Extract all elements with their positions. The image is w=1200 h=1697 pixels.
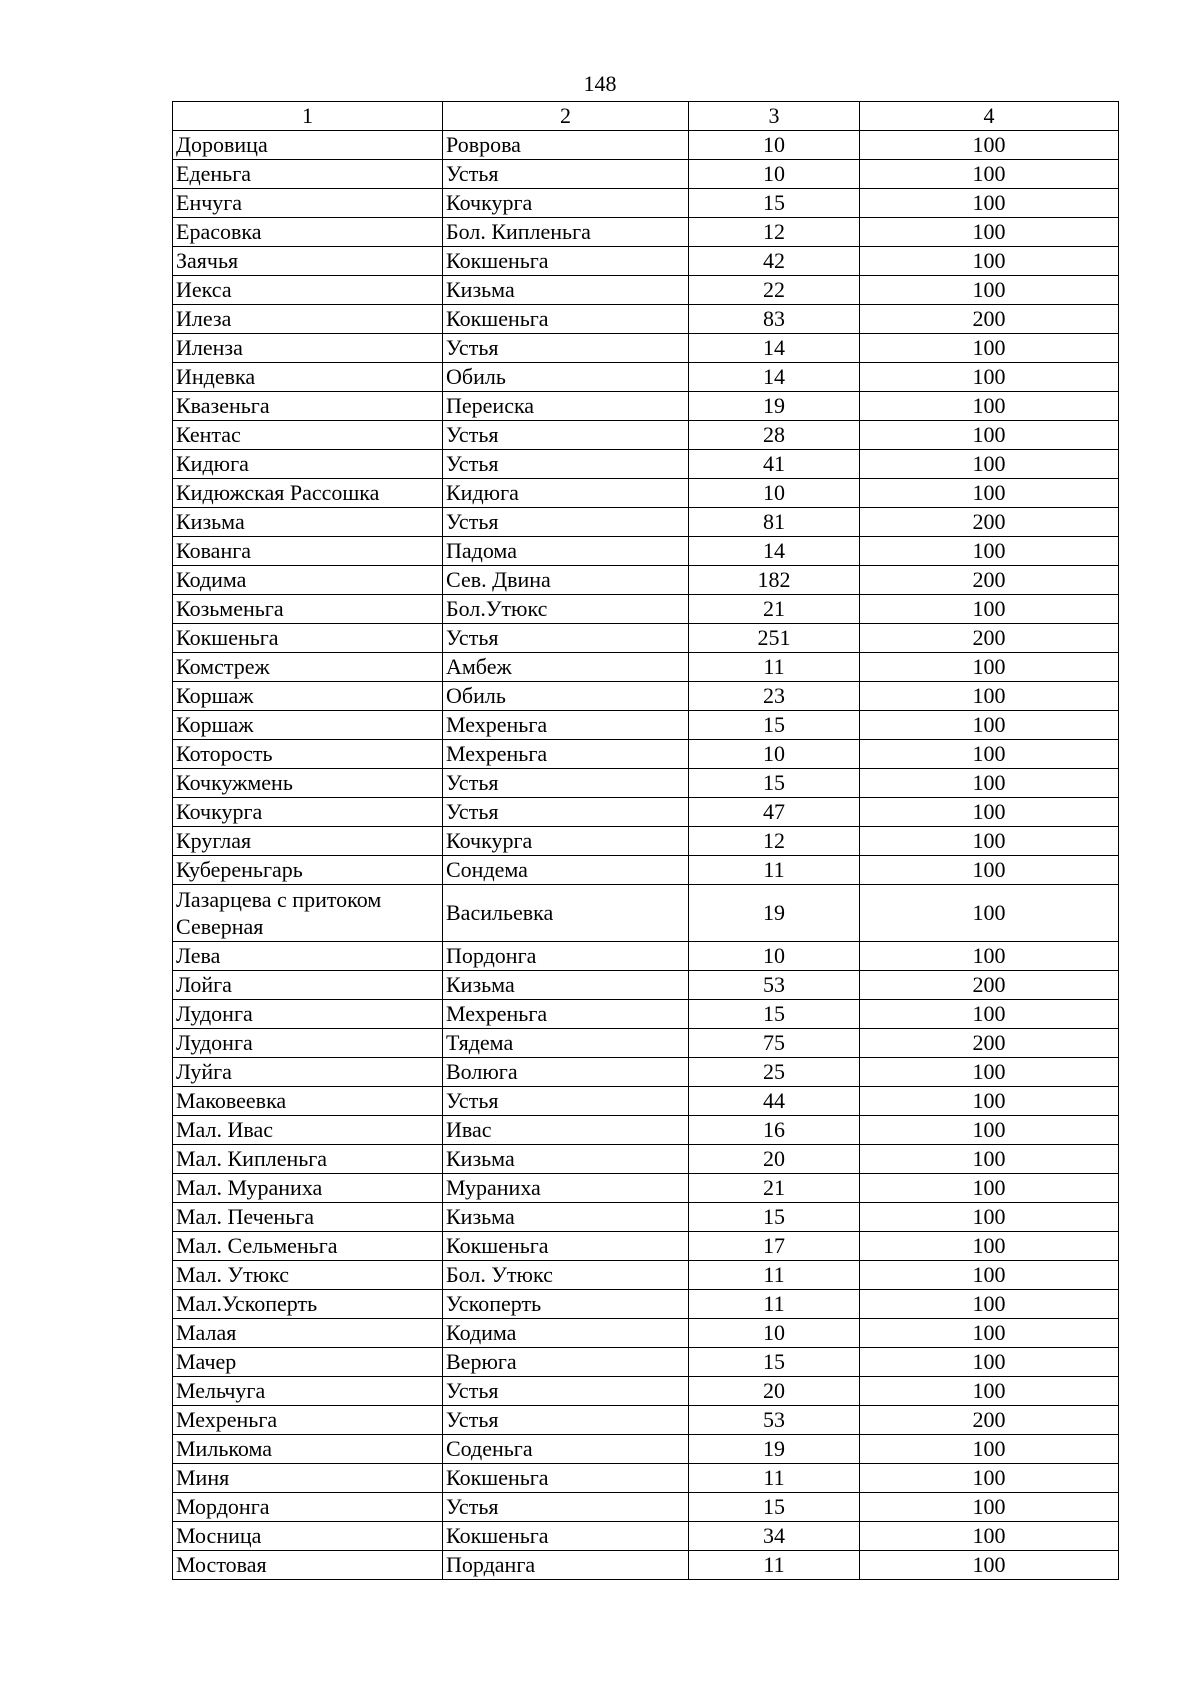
zone-width-cell: 100 — [860, 450, 1119, 479]
zone-width-cell: 100 — [860, 1232, 1119, 1261]
river-name-cell: Кизьма — [173, 508, 443, 537]
river-name-cell: Кидюжская Рассошка — [173, 479, 443, 508]
table-row — [173, 1406, 1119, 1435]
table-row — [173, 1464, 1119, 1493]
tributary-of-cell: Кокшеньга — [443, 305, 689, 334]
length-cell: 182 — [689, 566, 860, 595]
table-row — [173, 595, 1119, 624]
tributary-of-cell: Мехреньга — [443, 740, 689, 769]
page-number: 148 — [583, 71, 617, 96]
river-name-cell: Мал. Кипленьга — [173, 1145, 443, 1174]
river-name-cell: Иленза — [173, 334, 443, 363]
length-cell: 10 — [689, 942, 860, 971]
table-row — [173, 508, 1119, 537]
length-cell: 11 — [689, 653, 860, 682]
table-row — [173, 827, 1119, 856]
length-cell: 10 — [689, 740, 860, 769]
tributary-of-cell: Соденьга — [443, 1435, 689, 1464]
length-cell: 25 — [689, 1058, 860, 1087]
tributary-of-cell: Васильевка — [443, 885, 689, 942]
tributary-of-cell: Устья — [443, 508, 689, 537]
length-cell: 11 — [689, 1551, 860, 1580]
zone-width-cell: 100 — [860, 1174, 1119, 1203]
length-cell: 44 — [689, 1087, 860, 1116]
river-name-cell: Индевка — [173, 363, 443, 392]
tributary-of-cell: Бол.Утюкс — [443, 595, 689, 624]
tributary-of-cell: Ивас — [443, 1116, 689, 1145]
table-row — [173, 1435, 1119, 1464]
tributary-of-cell: Устья — [443, 1406, 689, 1435]
tributary-of-cell: Роврова — [443, 131, 689, 160]
zone-width-cell: 100 — [860, 942, 1119, 971]
zone-width-cell: 100 — [860, 856, 1119, 885]
zone-width-cell: 100 — [860, 392, 1119, 421]
length-cell: 15 — [689, 1493, 860, 1522]
length-cell: 10 — [689, 131, 860, 160]
zone-width-cell: 100 — [860, 1058, 1119, 1087]
tributary-of-cell: Бол. Кипленьга — [443, 218, 689, 247]
zone-width-cell: 100 — [860, 1261, 1119, 1290]
table-row — [173, 1029, 1119, 1058]
river-name-cell: Лудонга — [173, 1029, 443, 1058]
table-row — [173, 682, 1119, 711]
river-name-cell: Квазеньга — [173, 392, 443, 421]
table-row — [173, 1290, 1119, 1319]
zone-width-cell: 100 — [860, 247, 1119, 276]
river-name-cell: Еденьга — [173, 160, 443, 189]
table-row — [173, 1348, 1119, 1377]
river-name-cell: Мал. Мураниха — [173, 1174, 443, 1203]
zone-width-cell: 200 — [860, 971, 1119, 1000]
zone-width-cell: 100 — [860, 363, 1119, 392]
length-cell: 17 — [689, 1232, 860, 1261]
tributary-of-cell: Кизьма — [443, 276, 689, 305]
table-row — [173, 624, 1119, 653]
tributary-of-cell: Мураниха — [443, 1174, 689, 1203]
zone-width-cell: 100 — [860, 334, 1119, 363]
length-cell: 251 — [689, 624, 860, 653]
table-row — [173, 711, 1119, 740]
zone-width-cell: 100 — [860, 595, 1119, 624]
tributary-of-cell: Устья — [443, 624, 689, 653]
table-row — [173, 856, 1119, 885]
tributary-of-cell: Пордонга — [443, 942, 689, 971]
river-name-cell: Мордонга — [173, 1493, 443, 1522]
length-cell: 14 — [689, 537, 860, 566]
river-name-cell: Миня — [173, 1464, 443, 1493]
zone-width-cell: 100 — [860, 479, 1119, 508]
length-cell: 12 — [689, 827, 860, 856]
length-cell: 23 — [689, 682, 860, 711]
river-name-cell: Комстреж — [173, 653, 443, 682]
length-cell: 15 — [689, 769, 860, 798]
river-name-cell: Луйга — [173, 1058, 443, 1087]
river-name-cell: Кубереньгарь — [173, 856, 443, 885]
table-row — [173, 1203, 1119, 1232]
zone-width-cell: 100 — [860, 1203, 1119, 1232]
tributary-of-cell: Тядема — [443, 1029, 689, 1058]
zone-width-cell: 100 — [860, 421, 1119, 450]
river-table — [172, 101, 1119, 1580]
header-cell-1: 1 — [173, 102, 443, 131]
table-row — [173, 392, 1119, 421]
tributary-of-cell: Ускоперть — [443, 1290, 689, 1319]
table-row — [173, 885, 1119, 942]
length-cell: 20 — [689, 1145, 860, 1174]
table-row — [173, 1319, 1119, 1348]
tributary-of-cell: Кокшеньга — [443, 247, 689, 276]
header-cell-4: 4 — [860, 102, 1119, 131]
zone-width-cell: 200 — [860, 566, 1119, 595]
river-name-cell: Маковеевка — [173, 1087, 443, 1116]
zone-width-cell: 100 — [860, 1290, 1119, 1319]
river-name-cell: Козьменьга — [173, 595, 443, 624]
tributary-of-cell: Кочкурга — [443, 827, 689, 856]
table-row — [173, 334, 1119, 363]
length-cell: 15 — [689, 1348, 860, 1377]
zone-width-cell: 100 — [860, 798, 1119, 827]
river-name-cell: Мостовая — [173, 1551, 443, 1580]
river-name-cell: Лудонга — [173, 1000, 443, 1029]
length-cell: 11 — [689, 1464, 860, 1493]
tributary-of-cell: Кизьма — [443, 1203, 689, 1232]
zone-width-cell: 100 — [860, 1522, 1119, 1551]
zone-width-cell: 100 — [860, 189, 1119, 218]
zone-width-cell: 100 — [860, 537, 1119, 566]
length-cell: 12 — [689, 218, 860, 247]
river-name-cell: Лазарцева с притоком Северная — [173, 885, 443, 942]
tributary-of-cell: Бол. Утюкс — [443, 1261, 689, 1290]
river-name-cell: Мал. Печеньга — [173, 1203, 443, 1232]
tributary-of-cell: Верюга — [443, 1348, 689, 1377]
river-name-cell: Мал. Сельменьга — [173, 1232, 443, 1261]
length-cell: 21 — [689, 1174, 860, 1203]
length-cell: 14 — [689, 363, 860, 392]
river-name-cell: Мачер — [173, 1348, 443, 1377]
tributary-of-cell: Кидюга — [443, 479, 689, 508]
tributary-of-cell: Кокшеньга — [443, 1464, 689, 1493]
table-row — [173, 1522, 1119, 1551]
river-name-cell: Илеза — [173, 305, 443, 334]
tributary-of-cell: Обиль — [443, 363, 689, 392]
table-row — [173, 247, 1119, 276]
length-cell: 81 — [689, 508, 860, 537]
length-cell: 75 — [689, 1029, 860, 1058]
table-row — [173, 1377, 1119, 1406]
tributary-of-cell: Сев. Двина — [443, 566, 689, 595]
tributary-of-cell: Кокшеньга — [443, 1522, 689, 1551]
length-cell: 20 — [689, 1377, 860, 1406]
river-name-cell: Кочкужмень — [173, 769, 443, 798]
zone-width-cell: 100 — [860, 740, 1119, 769]
river-name-cell: Коршаж — [173, 711, 443, 740]
length-cell: 15 — [689, 711, 860, 740]
river-name-cell: Кентас — [173, 421, 443, 450]
tributary-of-cell: Устья — [443, 798, 689, 827]
river-name-cell: Круглая — [173, 827, 443, 856]
zone-width-cell: 100 — [860, 885, 1119, 942]
table-row — [173, 450, 1119, 479]
zone-width-cell: 200 — [860, 1029, 1119, 1058]
tributary-of-cell: Кодима — [443, 1319, 689, 1348]
zone-width-cell: 100 — [860, 1087, 1119, 1116]
river-name-cell: Малая — [173, 1319, 443, 1348]
tributary-of-cell: Кизьма — [443, 1145, 689, 1174]
river-name-cell: Мал.Ускоперть — [173, 1290, 443, 1319]
zone-width-cell: 100 — [860, 1145, 1119, 1174]
table-row — [173, 971, 1119, 1000]
zone-width-cell: 100 — [860, 769, 1119, 798]
table-row — [173, 769, 1119, 798]
river-name-cell: Мал. Утюкс — [173, 1261, 443, 1290]
table-row — [173, 537, 1119, 566]
river-name-cell: Милькома — [173, 1435, 443, 1464]
header-row — [173, 102, 1119, 131]
header-cell-3: 3 — [689, 102, 860, 131]
tributary-of-cell: Падома — [443, 537, 689, 566]
tributary-of-cell: Устья — [443, 421, 689, 450]
table-row — [173, 1261, 1119, 1290]
tributary-of-cell: Порданга — [443, 1551, 689, 1580]
tributary-of-cell: Обиль — [443, 682, 689, 711]
river-name-cell: Мал. Ивас — [173, 1116, 443, 1145]
header-cell-2: 2 — [443, 102, 689, 131]
length-cell: 22 — [689, 276, 860, 305]
length-cell: 21 — [689, 595, 860, 624]
river-name-cell: Заячья — [173, 247, 443, 276]
tributary-of-cell: Кизьма — [443, 971, 689, 1000]
zone-width-cell: 100 — [860, 1000, 1119, 1029]
length-cell: 34 — [689, 1522, 860, 1551]
river-name-cell: Мехреньга — [173, 1406, 443, 1435]
tributary-of-cell: Сондема — [443, 856, 689, 885]
zone-width-cell: 100 — [860, 131, 1119, 160]
river-name-cell: Кодима — [173, 566, 443, 595]
zone-width-cell: 100 — [860, 1319, 1119, 1348]
zone-width-cell: 100 — [860, 1377, 1119, 1406]
length-cell: 83 — [689, 305, 860, 334]
table-row — [173, 566, 1119, 595]
zone-width-cell: 200 — [860, 1406, 1119, 1435]
river-name-cell: Ерасовка — [173, 218, 443, 247]
river-name-cell: Енчуга — [173, 189, 443, 218]
zone-width-cell: 100 — [860, 160, 1119, 189]
tributary-of-cell: Устья — [443, 1087, 689, 1116]
zone-width-cell: 100 — [860, 276, 1119, 305]
table-body — [173, 131, 1119, 1580]
length-cell: 15 — [689, 1000, 860, 1029]
length-cell: 53 — [689, 1406, 860, 1435]
tributary-of-cell: Устья — [443, 334, 689, 363]
river-name-cell: Которость — [173, 740, 443, 769]
river-name-cell: Иекса — [173, 276, 443, 305]
river-name-cell: Кокшеньга — [173, 624, 443, 653]
river-name-cell: Мосница — [173, 1522, 443, 1551]
tributary-of-cell: Переиска — [443, 392, 689, 421]
zone-width-cell: 100 — [860, 827, 1119, 856]
table-row — [173, 305, 1119, 334]
zone-width-cell: 200 — [860, 305, 1119, 334]
table-row — [173, 276, 1119, 305]
river-name-cell: Лева — [173, 942, 443, 971]
length-cell: 15 — [689, 189, 860, 218]
tributary-of-cell: Мехреньга — [443, 1000, 689, 1029]
length-cell: 47 — [689, 798, 860, 827]
table-row — [173, 189, 1119, 218]
length-cell: 41 — [689, 450, 860, 479]
river-name-cell: Кованга — [173, 537, 443, 566]
zone-width-cell: 200 — [860, 508, 1119, 537]
tributary-of-cell: Кочкурга — [443, 189, 689, 218]
length-cell: 19 — [689, 1435, 860, 1464]
table-row — [173, 160, 1119, 189]
table-row — [173, 1087, 1119, 1116]
river-name-cell: Кочкурга — [173, 798, 443, 827]
length-cell: 16 — [689, 1116, 860, 1145]
zone-width-cell: 100 — [860, 1464, 1119, 1493]
river-name-cell: Мельчуга — [173, 1377, 443, 1406]
table-row — [173, 1116, 1119, 1145]
river-name-cell: Лойга — [173, 971, 443, 1000]
length-cell: 10 — [689, 160, 860, 189]
zone-width-cell: 100 — [860, 682, 1119, 711]
table-row — [173, 942, 1119, 971]
zone-width-cell: 100 — [860, 711, 1119, 740]
zone-width-cell: 100 — [860, 1493, 1119, 1522]
length-cell: 10 — [689, 479, 860, 508]
table-row — [173, 1551, 1119, 1580]
length-cell: 11 — [689, 1290, 860, 1319]
table-row — [173, 421, 1119, 450]
tributary-of-cell: Кокшеньга — [443, 1232, 689, 1261]
table-row — [173, 798, 1119, 827]
zone-width-cell: 100 — [860, 1116, 1119, 1145]
table-row — [173, 1232, 1119, 1261]
table-row — [173, 1174, 1119, 1203]
river-name-cell: Доровица — [173, 131, 443, 160]
zone-width-cell: 200 — [860, 624, 1119, 653]
length-cell: 28 — [689, 421, 860, 450]
table-row — [173, 1145, 1119, 1174]
zone-width-cell: 100 — [860, 1551, 1119, 1580]
river-name-cell: Кидюга — [173, 450, 443, 479]
tributary-of-cell: Амбеж — [443, 653, 689, 682]
table-row — [173, 1493, 1119, 1522]
tributary-of-cell: Устья — [443, 769, 689, 798]
table-row — [173, 131, 1119, 160]
tributary-of-cell: Устья — [443, 1493, 689, 1522]
table-row — [173, 479, 1119, 508]
length-cell: 11 — [689, 856, 860, 885]
length-cell: 15 — [689, 1203, 860, 1232]
length-cell: 14 — [689, 334, 860, 363]
river-name-cell: Коршаж — [173, 682, 443, 711]
zone-width-cell: 100 — [860, 653, 1119, 682]
zone-width-cell: 100 — [860, 1348, 1119, 1377]
tributary-of-cell: Волюга — [443, 1058, 689, 1087]
length-cell: 19 — [689, 392, 860, 421]
length-cell: 19 — [689, 885, 860, 942]
table-row — [173, 653, 1119, 682]
zone-width-cell: 100 — [860, 1435, 1119, 1464]
tributary-of-cell: Мехреньга — [443, 711, 689, 740]
length-cell: 10 — [689, 1319, 860, 1348]
length-cell: 53 — [689, 971, 860, 1000]
tributary-of-cell: Устья — [443, 450, 689, 479]
length-cell: 42 — [689, 247, 860, 276]
zone-width-cell: 100 — [860, 218, 1119, 247]
tributary-of-cell: Устья — [443, 160, 689, 189]
tributary-of-cell: Устья — [443, 1377, 689, 1406]
table-row — [173, 1000, 1119, 1029]
length-cell: 11 — [689, 1261, 860, 1290]
table-row — [173, 218, 1119, 247]
table-row — [173, 740, 1119, 769]
table-row — [173, 363, 1119, 392]
table-row — [173, 1058, 1119, 1087]
